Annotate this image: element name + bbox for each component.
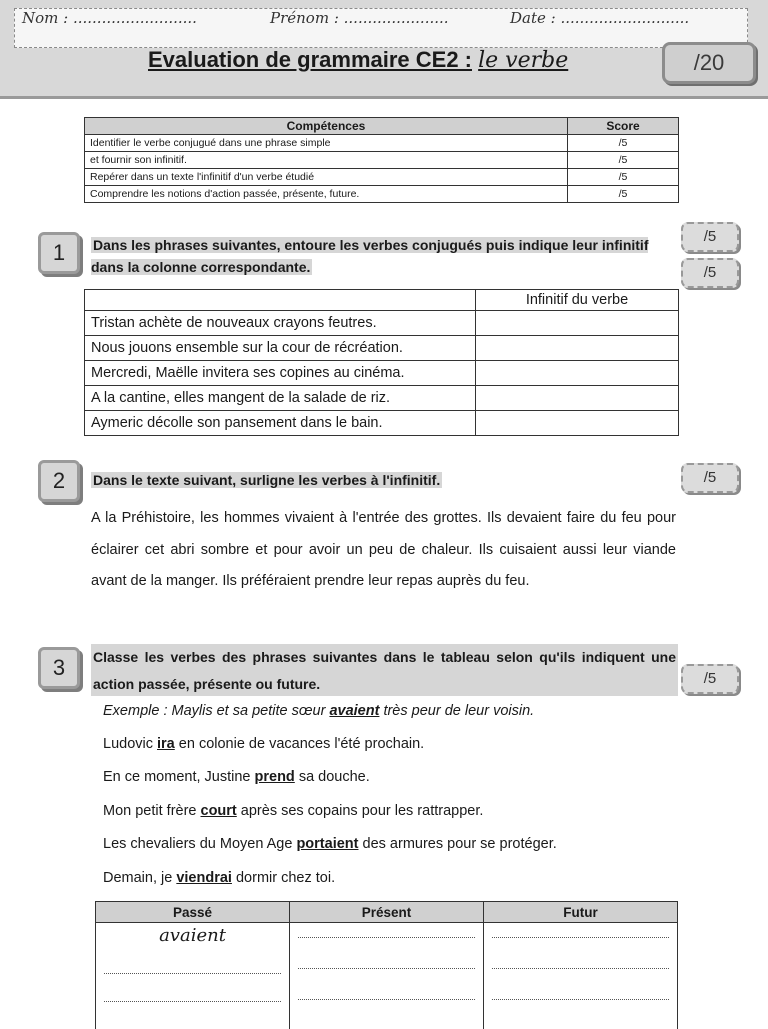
competence-score: /5 [568,152,679,169]
answer-line[interactable] [298,937,475,938]
exercise-1-instruction-text: Dans les phrases suivantes, entoure les verbes conjugués puis indique leur infinitif dans la colonne correspondante. [91,237,648,275]
answer-line[interactable] [104,1001,281,1002]
exercise-2-number: 2 [38,460,80,502]
example-text-before: Exemple : Maylis et sa petite sœur [103,703,329,719]
competence-label: et fournir son infinitif. [85,152,568,169]
competence-label: Repérer dans un texte l'infinitif d'un verbe étudié [85,169,568,186]
sentence-text-before: Ludovic [103,736,157,752]
competence-score: /5 [568,135,679,152]
sentence-verb: viendrai [176,870,232,886]
competence-label: Identifier le verbe conjugué dans une phrase simple [85,135,568,152]
answer-line[interactable] [104,973,281,974]
passe-answer-cell[interactable] [96,923,290,1029]
table-row [85,386,679,411]
exercise-2-score: /5 [681,463,739,493]
date-field[interactable]: Date : ........................... [510,9,689,27]
table-row [85,186,679,203]
sentence-cell[interactable]: Aymeric décolle son pansement dans le bain. [85,411,476,436]
exercise-1-score-a: /5 [681,222,739,252]
exercise-1-number: 1 [38,232,80,274]
sentence-verb: ira [157,736,175,752]
exercise-3-instruction [91,644,678,696]
exercise-2-instruction-text: Dans le texte suivant, surligne les verbes à l'infinitif. [91,472,442,488]
sentence-text-after: des armures pour se protéger. [358,836,556,852]
sentence-text-before: Demain, je [103,870,176,886]
sentence-verb: prend [255,769,295,785]
table-row [85,169,679,186]
infinitive-header: Infinitif du verbe [476,290,679,311]
prenom-field[interactable]: Prénom : ...................... [270,9,449,27]
answer-line[interactable] [492,968,669,969]
exercise-3-table [95,901,678,1029]
infinitive-answer-cell[interactable] [476,361,679,386]
exercise-3-score: /5 [681,664,739,694]
sentence-verb: court [201,803,237,819]
table-row [85,311,679,336]
present-answer-cell[interactable] [290,923,484,1029]
sentence-cell[interactable]: Mercredi, Maëlle invitera ses copines au cinéma. [85,361,476,386]
exercise-2-instruction [91,469,666,491]
answer-line[interactable] [298,999,475,1000]
competence-score: /5 [568,169,679,186]
example-answer: avaient [96,925,289,946]
futur-answer-cell[interactable] [484,923,678,1029]
score-header: Score [568,118,679,135]
exercise-1-instruction [91,234,666,278]
competence-label: Comprendre les notions d'action passée, présente, future. [85,186,568,203]
sentence-text-after: sa douche. [295,769,370,785]
infinitive-answer-cell[interactable] [476,386,679,411]
title-topic: le verbe [478,48,568,73]
sentence-text-after: après ses copains pour les rattrapper. [237,803,484,819]
infinitive-answer-cell[interactable] [476,336,679,361]
exercise-1-score-b: /5 [681,258,739,288]
table-row [85,152,679,169]
exercise-3-sentence [103,870,335,886]
exercise-1-table [84,289,679,436]
infinitive-answer-cell[interactable] [476,311,679,336]
example-text-after: très peur de leur voisin. [379,703,534,719]
table-row [85,361,679,386]
exercise-3-instruction-text: Classe les verbes des phrases suivantes dans le tableau selon qu'ils indiquent une action passée, présente ou future. [91,644,678,698]
competences-header: Compétences [85,118,568,135]
sentence-cell[interactable]: A la cantine, elles mangent de la salade de riz. [85,386,476,411]
futur-header: Futur [484,902,678,923]
table-row [85,336,679,361]
competence-score: /5 [568,186,679,203]
title-main: Evaluation de grammaire CE2 : [148,47,472,72]
example-sentence [103,703,534,719]
example-verb: avaient [329,703,379,719]
sentence-text-before: Les chevaliers du Moyen Age [103,836,296,852]
sentence-cell[interactable]: Tristan achète de nouveaux crayons feutres. [85,311,476,336]
total-score-box: /20 [662,42,756,84]
answer-line[interactable] [492,999,669,1000]
empty-header [85,290,476,311]
infinitive-answer-cell[interactable] [476,411,679,436]
page-title [148,47,568,73]
sentence-cell[interactable]: Nous jouons ensemble sur la cour de récréation. [85,336,476,361]
competences-table [84,117,679,203]
exercise-3-number: 3 [38,647,80,689]
present-header: Présent [290,902,484,923]
passe-header: Passé [96,902,290,923]
sentence-verb: portaient [296,836,358,852]
table-row [85,411,679,436]
exercise-3-sentence [103,736,424,752]
exercise-3-sentence [103,803,483,819]
sentence-text-after: en colonie de vacances l'été prochain. [175,736,424,752]
sentence-text-before: Mon petit frère [103,803,201,819]
table-row [85,135,679,152]
exercise-3-sentence [103,769,370,785]
answer-line[interactable] [492,937,669,938]
answer-line[interactable] [298,968,475,969]
exercise-3-sentence [103,836,557,852]
exercise-2-text[interactable]: A la Préhistoire, les hommes vivaient à l'entrée des grottes. Ils devaient faire du feu pour éclairer cet abri sombre et pour avoir un peu de chaleur. Ils cuisaient aussi leur viande avant de la manger. Ils préféraient prendre leur repas auprès du feu. [91,503,676,598]
nom-field[interactable]: Nom : .......................... [22,9,197,27]
sentence-text-after: dormir chez toi. [232,870,335,886]
sentence-text-before: En ce moment, Justine [103,769,255,785]
